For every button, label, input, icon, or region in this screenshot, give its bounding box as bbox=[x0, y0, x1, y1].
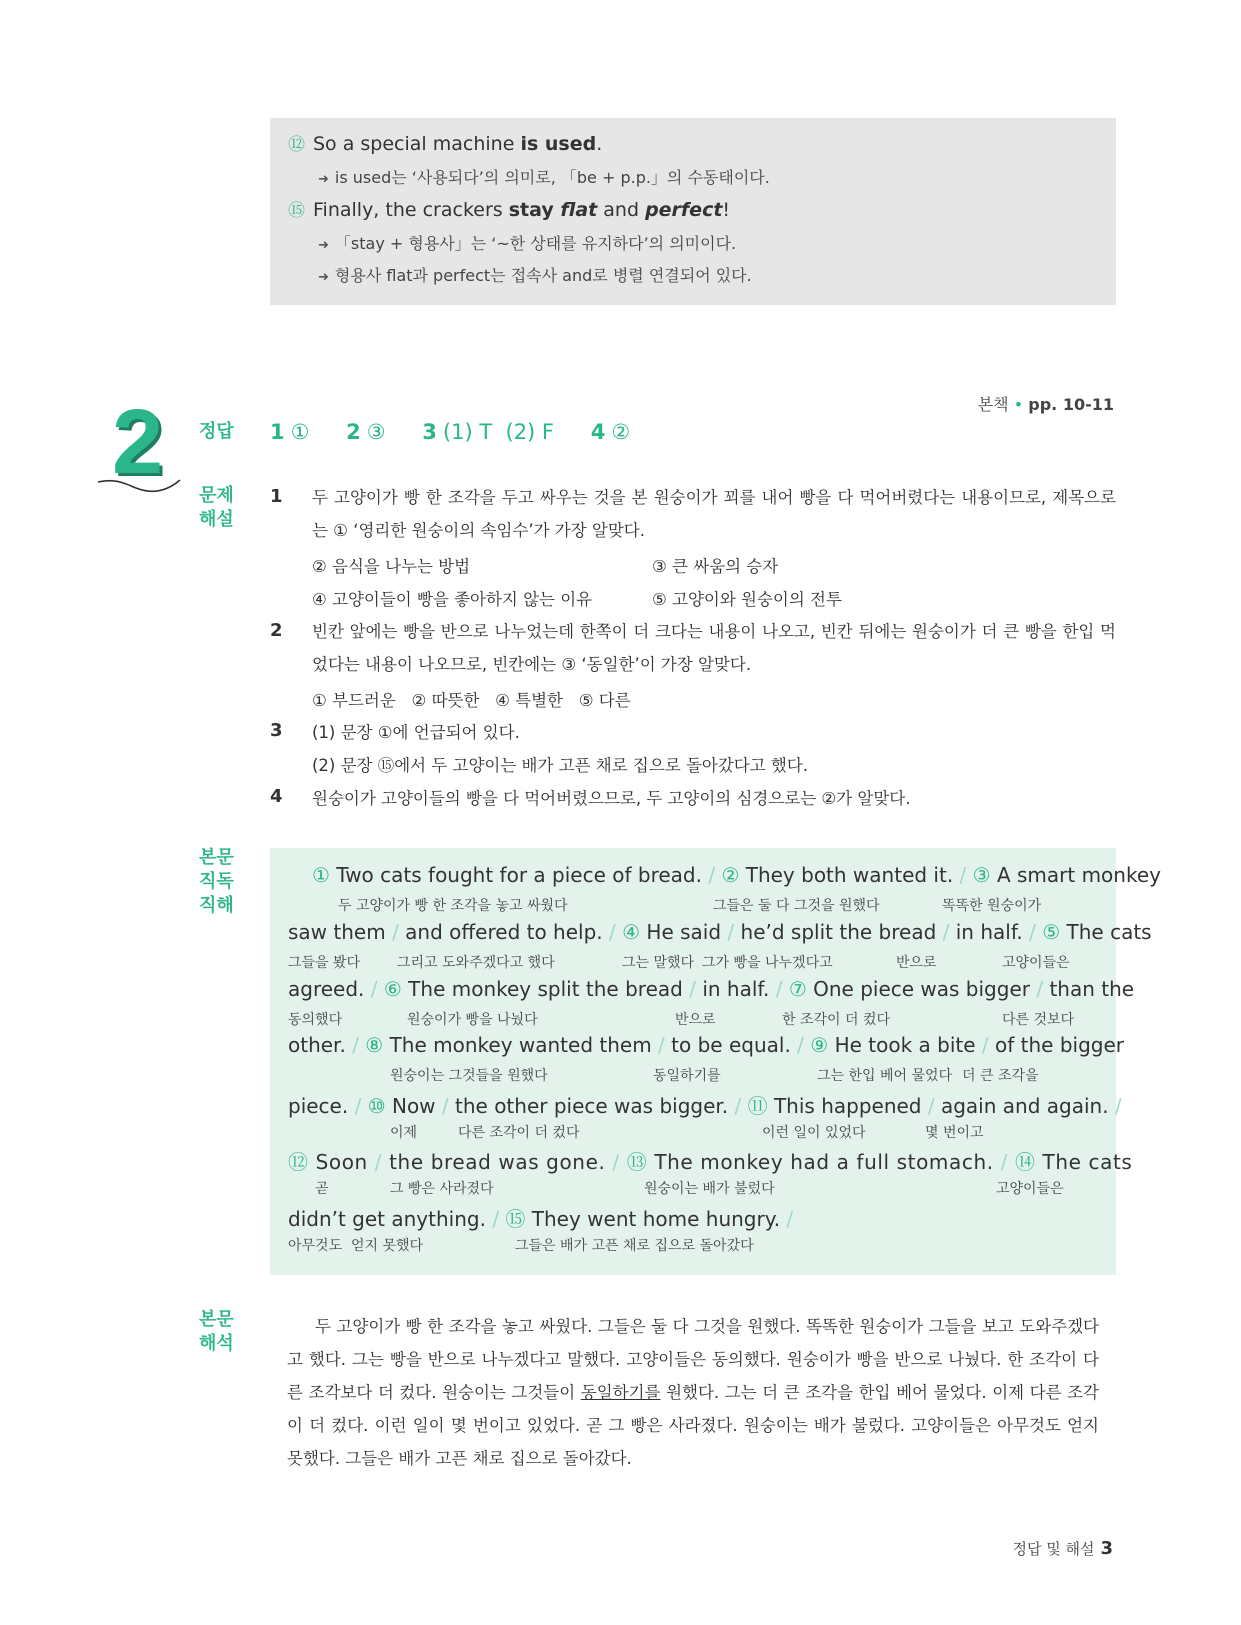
page-number: 3 bbox=[1100, 1538, 1113, 1559]
reading-line-2: saw them / and offered to help. / ④ He said / he’d split the bread / in half. / ⑤ The cats bbox=[288, 920, 1152, 944]
gloss: 그 빵은 사라졌다 bbox=[390, 1181, 494, 1197]
grammar-sentence-12: ⑫ So a special machine is used. bbox=[288, 133, 603, 155]
gloss: 곧 bbox=[315, 1181, 329, 1197]
page-reference: 본책 • pp. 10-11 bbox=[977, 395, 1114, 414]
section-swoosh-decoration bbox=[96, 470, 182, 496]
reading-line-6: ⑫ Soon / the bread was gone. / ⑬ The monkey had a full stomach. / ⑭ The cats bbox=[288, 1150, 1133, 1174]
question-number-3: 3 bbox=[270, 720, 283, 741]
reading-line-4: other. / ⑧ The monkey wanted them / to be equal. / ⑨ He took a bite / of the bigger bbox=[288, 1033, 1124, 1057]
question-number-2: 2 bbox=[270, 620, 283, 641]
gloss: 그들을 봤다 bbox=[288, 955, 361, 971]
grammar-sentence-15: ⑮ Finally, the crackers stay flat and perfect! bbox=[288, 199, 731, 221]
gloss: 한 조각이 더 컸다 bbox=[782, 1012, 891, 1028]
gloss: 이런 일이 있었다 bbox=[762, 1125, 866, 1141]
grammar-note-12: ➜ is used는 ‘사용되다’의 의미로, 「be + p.p.」의 수동태이다. bbox=[318, 168, 770, 187]
gloss: 원숭이는 그것들을 원했다 bbox=[390, 1068, 548, 1084]
arrow-icon: ➜ bbox=[318, 172, 329, 187]
gloss: 반으로 bbox=[675, 1012, 716, 1028]
gloss: 그는 한입 베어 물었다 bbox=[817, 1068, 953, 1084]
section-number: 2 bbox=[112, 391, 164, 493]
q1-option-5: ⑤ 고양이와 원숭이의 전투 bbox=[652, 590, 842, 609]
page-footer: 정답 및 해설 3 bbox=[1012, 1538, 1113, 1559]
reading-line-5: piece. / ⑩ Now / the other piece was bigger. / ⑪ This happened / again and again. / bbox=[288, 1094, 1122, 1118]
gloss: 원숭이가 빵을 나눴다 bbox=[407, 1012, 538, 1028]
q1-option-3: ③ 큰 싸움의 승자 bbox=[652, 557, 779, 576]
q1-option-2: ② 음식을 나누는 방법 bbox=[312, 557, 471, 576]
gloss: 두 고양이가 빵 한 조각을 놓고 싸웠다 bbox=[338, 898, 568, 914]
gloss: 동의했다 bbox=[288, 1012, 343, 1028]
reading-line-3: agreed. / ⑥ The monkey split the bread / in half. / ⑦ One piece was bigger / than the bbox=[288, 977, 1135, 1001]
question-4-explanation: 원숭이가 고양이들의 빵을 다 먹어버렸으므로, 두 고양이의 심경으로는 ②가 알맞다. bbox=[312, 789, 911, 808]
answer-row: 1 ① 2 ③ 3 (1) T (2) F 4 ② bbox=[270, 420, 631, 444]
gloss: 그들은 둘 다 그것을 원했다 bbox=[713, 898, 880, 914]
q1-option-4: ④ 고양이들이 빵을 좋아하지 않는 이유 bbox=[312, 590, 593, 609]
gloss: 그들은 배가 고픈 채로 집으로 돌아갔다 bbox=[515, 1238, 754, 1254]
gloss: 이제 bbox=[390, 1125, 418, 1141]
grammar-note-box bbox=[270, 118, 1116, 305]
gloss: 다른 조각이 더 컸다 bbox=[458, 1125, 580, 1141]
question-number-4: 4 bbox=[270, 786, 283, 807]
gloss: 고양이들은 bbox=[1002, 955, 1070, 971]
reading-line-7: didn’t get anything. / ⑮ They went home hungry. / bbox=[288, 1207, 794, 1231]
gloss: 아무것도 얻지 못했다 bbox=[288, 1238, 424, 1254]
q3-line-2: (2) 문장 ⑮에서 두 고양이는 배가 고픈 채로 집으로 돌아갔다고 했다. bbox=[312, 756, 809, 775]
answer-label: 정답 bbox=[199, 421, 234, 442]
gloss: 다른 것보다 bbox=[1002, 1012, 1075, 1028]
gloss: 그가 빵을 나누겠다고 bbox=[702, 955, 833, 971]
grammar-note-15b: ➜ 형용사 flat과 perfect는 접속사 and로 병렬 연결되어 있다. bbox=[318, 266, 752, 285]
q3-line-1: (1) 문장 ①에 언급되어 있다. bbox=[312, 723, 520, 742]
gloss: 더 큰 조각을 bbox=[962, 1068, 1039, 1084]
question-number-1: 1 bbox=[270, 486, 283, 507]
reading-box bbox=[270, 848, 1161, 1275]
arrow-icon: ➜ bbox=[318, 238, 329, 253]
grammar-note-15a: ➜ 「stay + 형용사」는 ‘~한 상태를 유지하다’의 의미이다. bbox=[318, 234, 737, 253]
reading-label: 본문 직독 직해 bbox=[199, 847, 234, 916]
gloss: 똑똑한 원숭이가 bbox=[942, 898, 1042, 914]
gloss: 그리고 도와주겠다고 했다 bbox=[397, 955, 555, 971]
q2-options: ① 부드러운 ② 따뜻한 ④ 특별한 ⑤ 다른 bbox=[312, 691, 631, 710]
gloss: 반으로 bbox=[896, 955, 937, 971]
gloss: 동일하기를 bbox=[653, 1068, 721, 1084]
explain-label: 문제 해설 bbox=[199, 485, 234, 530]
arrow-icon: ➜ bbox=[318, 270, 329, 285]
gloss: 고양이들은 bbox=[996, 1181, 1064, 1197]
translation-paragraph: 두 고양이가 빵 한 조각을 놓고 싸웠다. 그들은 둘 다 그것을 원했다. 똑똑한 원숭이가 그들을 보고 도와주겠다고 했다. 그는 빵을 반으로 나누겠다고 말했다. 고양이들은 동의했다. 원숭이가 빵을 반으로 나눴다. 한 조각이 다른 조각보다 더 컸다. 원숭이는 그것들이 동일하기를 원했다. 그는 더 큰 조각을 한입 베어 물었다. 이제 다른 조각이 더 컸다. 이런 일이 몇 번이고 있었다. 곧 그 빵은 사라졌다. 원숭이는 배가 불렀다. 고양이들은 아무것도 얻지 못했다. 그들은 배가 고픈 채로 집으로 돌아갔다. bbox=[287, 1317, 1099, 1468]
translation-label: 본문 해석 bbox=[199, 1309, 234, 1354]
gloss: 원숭이는 배가 불렀다 bbox=[644, 1181, 775, 1197]
question-2-explanation: 빈칸 앞에는 빵을 반으로 나누었는데 한쪽이 더 크다는 내용이 나오고, 빈칸 뒤에는 원숭이가 더 큰 빵을 한입 먹었다는 내용이 나오므로, 빈칸에는 ③ ‘동일한’이 가장 알맞다. bbox=[312, 622, 1116, 674]
question-1-explanation: 두 고양이가 빵 한 조각을 두고 싸우는 것을 본 원숭이가 꾀를 내어 빵을 다 먹어버렸다는 내용이므로, 제목으로는 ① ‘영리한 원숭이의 속임수’가 가장 알맞다. bbox=[312, 488, 1116, 540]
gloss: 그는 말했다 bbox=[622, 955, 695, 971]
gloss: 몇 번이고 bbox=[925, 1125, 984, 1141]
reading-line-1: ① Two cats fought for a piece of bread. / ② They both wanted it. / ③ A smart monkey bbox=[312, 863, 1161, 887]
